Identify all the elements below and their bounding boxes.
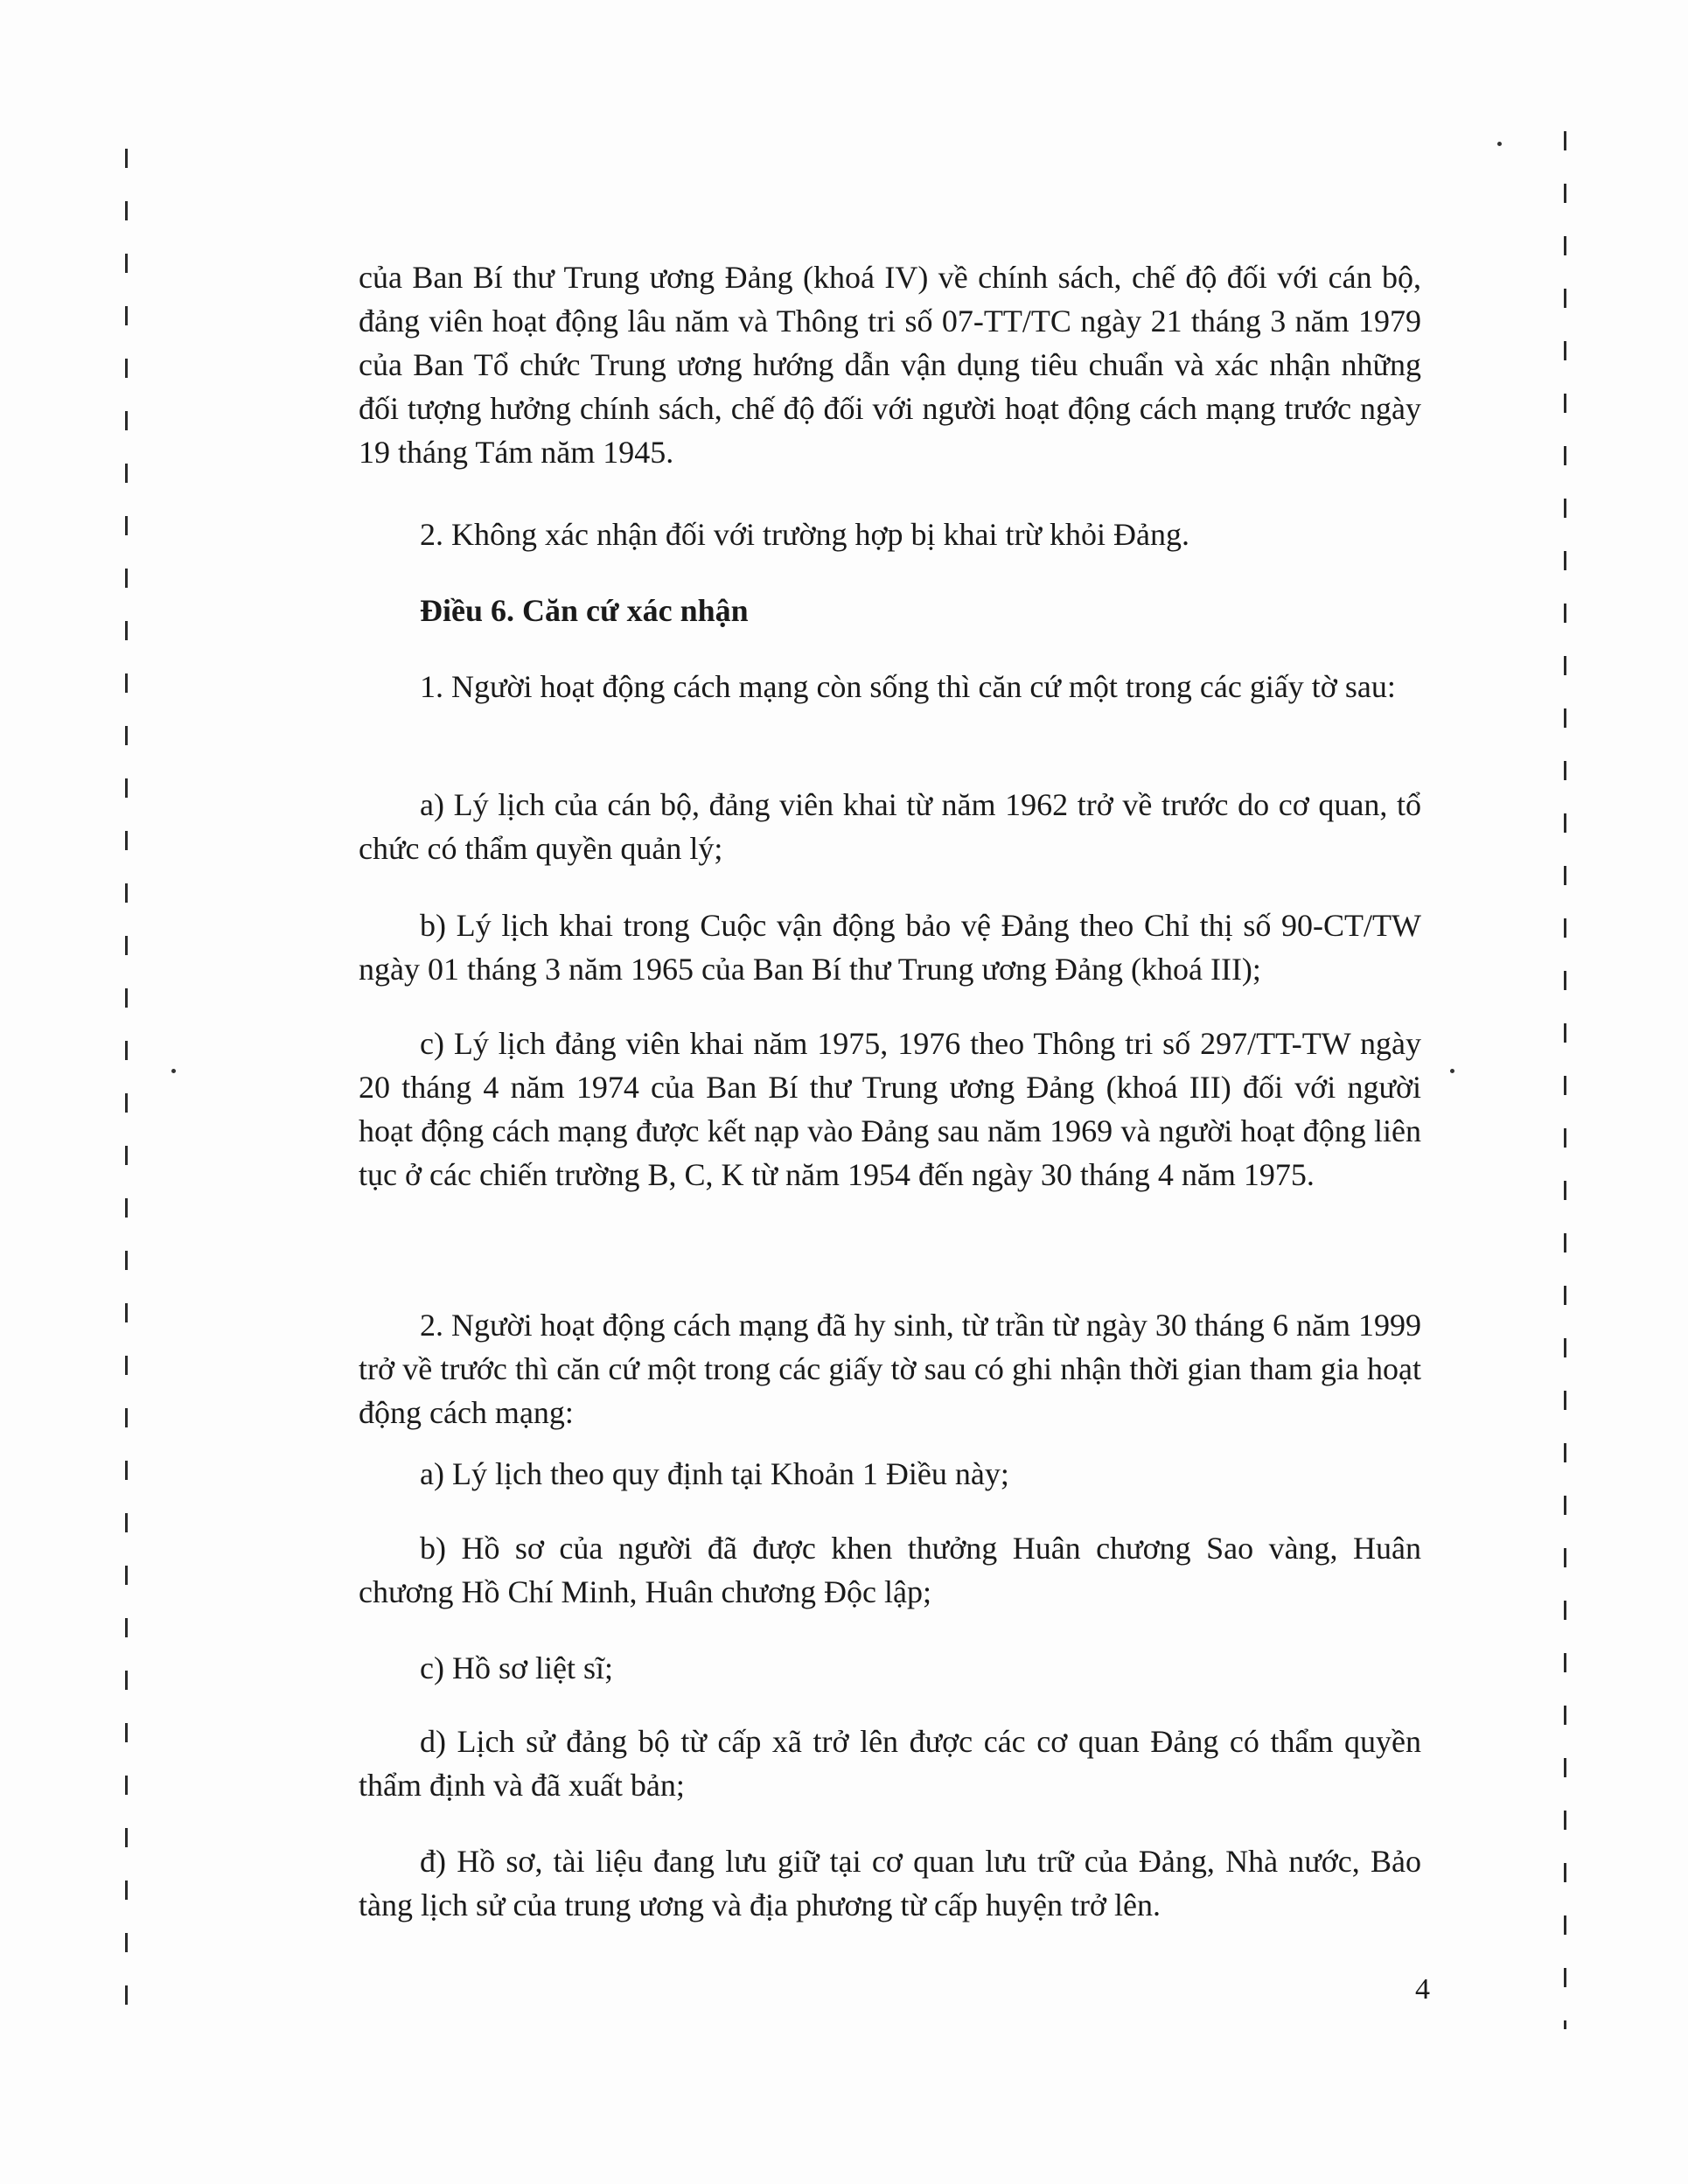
paragraph-item-a-2: a) Lý lịch theo quy định tại Khoản 1 Điều này; [420,1456,1009,1491]
paragraph-clause-2-deceased: 2. Người hoạt động cách mạng đã hy sinh, từ trần từ ngày 30 tháng 6 năm 1999 trở về trước thì căn cứ một trong các giấy tờ sau có ghi nhận thời gian tham gia hoạt động cách mạng: [359,1308,1421,1430]
paragraph-item-b-2: b) Hồ sơ của người đã được khen thưởng Huân chương Sao vàng, Huân chương Hồ Chí Minh, Huân chương Độc lập; [359,1531,1421,1609]
scan-margin-line-left [125,149,128,2029]
paragraph-item-a: a) Lý lịch của cán bộ, đảng viên khai từ năm 1962 trở về trước do cơ quan, tổ chức có thẩm quyền quản lý; [359,787,1421,866]
paragraph-clause-1: 1. Người hoạt động cách mạng còn sống thì căn cứ một trong các giấy tờ sau: [420,669,1396,704]
scan-speck [1450,1069,1454,1073]
paragraph-continuation: của Ban Bí thư Trung ương Đảng (khoá IV) về chính sách, chế độ đối với cán bộ, đảng viên hoạt động lâu năm và Thông tri số 07-TT/TC ngày 21 tháng 3 năm 1979 của Ban Tổ chức Trung ương hướng dẫn vận dụng tiêu chuẩn và xác nhận những đối tượng hưởng chính sách, chế độ đối với người hoạt động cách mạng trước ngày 19 tháng Tám năm 1945. [359,260,1421,470]
article-6-heading: Điều 6. Căn cứ xác nhận [420,593,749,628]
paragraph-item-c: c) Lý lịch đảng viên khai năm 1975, 1976 theo Thông tri số 297/TT-TW ngày 20 tháng 4 năm 1974 của Ban Bí thư Trung ương Đảng (khoá III) đối với người hoạt động cách mạng được kết nạp vào Đảng sau năm 1969 và người hoạt động liên tục ở các chiến trường B, C, K từ năm 1954 đến ngày 30 tháng 4 năm 1975. [359,1026,1421,1192]
scan-speck [1497,142,1502,146]
scan-margin-line-right [1564,131,1566,2029]
scan-speck [171,1069,176,1073]
paragraph-item-d: d) Lịch sử đảng bộ từ cấp xã trở lên được các cơ quan Đảng có thẩm quyền thẩm định và đã xuất bản; [359,1724,1421,1803]
paragraph-item-c-2: c) Hồ sơ liệt sĩ; [420,1650,614,1685]
paragraph-item-b: b) Lý lịch khai trong Cuộc vận động bảo vệ Đảng theo Chỉ thị số 90-CT/TW ngày 01 tháng 3 năm 1965 của Ban Bí thư Trung ương Đảng (khoá III); [359,908,1421,987]
paragraph-clause-2: 2. Không xác nhận đối với trường hợp bị khai trừ khỏi Đảng. [420,517,1190,552]
paragraph-item-dd: đ) Hồ sơ, tài liệu đang lưu giữ tại cơ quan lưu trữ của Đảng, Nhà nước, Bảo tàng lịch sử của trung ương và địa phương từ cấp huyện trở lên. [359,1844,1421,1922]
page-number: 4 [1415,1973,1430,2006]
